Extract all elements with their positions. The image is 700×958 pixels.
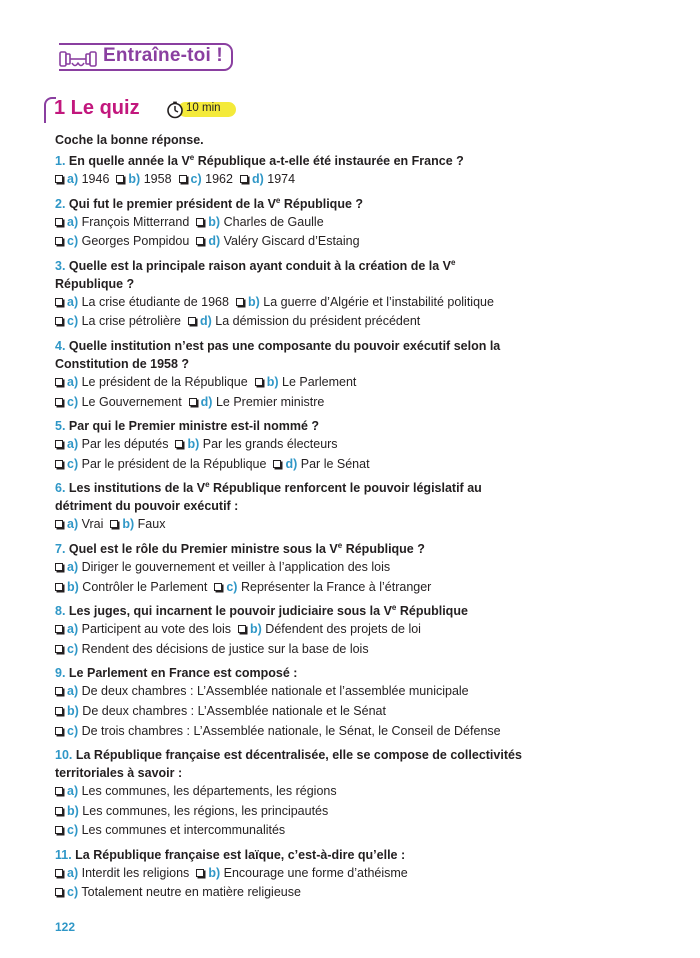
- answer-option-c[interactable]: [55, 234, 189, 248]
- answer-option-a[interactable]: [55, 560, 390, 574]
- option-text: Charles de Gaulle: [223, 214, 324, 229]
- checkbox[interactable]: [196, 869, 204, 877]
- answer-option-c[interactable]: [55, 395, 182, 409]
- option-row: [55, 821, 525, 841]
- checkbox[interactable]: [55, 440, 63, 448]
- checkbox[interactable]: [55, 807, 63, 815]
- option-text: 1958: [143, 172, 172, 186]
- option-letter: b): [266, 374, 279, 389]
- option-row: [55, 293, 525, 313]
- answer-option-c[interactable]: [55, 724, 501, 738]
- option-text: Encourage une forme d’athéisme: [223, 865, 408, 880]
- question-text: [55, 745, 525, 782]
- answer-option-d[interactable]: [273, 457, 369, 471]
- option-text: Par les députés: [81, 437, 169, 452]
- question-text: [55, 845, 525, 864]
- answer-option-b[interactable]: [196, 866, 407, 880]
- option-letter: d): [251, 172, 264, 186]
- answer-option-c[interactable]: [214, 580, 431, 594]
- checkbox[interactable]: [55, 645, 63, 653]
- option-letter: c): [67, 723, 79, 738]
- question-text-part: En quelle année la V: [68, 154, 190, 168]
- option-row: [55, 455, 525, 475]
- checkbox[interactable]: [55, 520, 63, 528]
- option-letter: b): [122, 517, 135, 532]
- option-letter: a): [67, 684, 79, 699]
- option-row: [55, 515, 525, 535]
- option-letter: d): [285, 456, 298, 471]
- option-text: 1974: [267, 172, 296, 186]
- question-text: [55, 416, 525, 435]
- checkbox[interactable]: [116, 175, 124, 183]
- question-number: 4.: [55, 338, 66, 353]
- question-text-part: Quelle est la principale raison ayant conduit à la création de la V: [68, 258, 451, 273]
- checkbox[interactable]: [55, 460, 63, 468]
- option-text: Défendent des projets de loi: [265, 622, 421, 637]
- answer-option-a[interactable]: [55, 684, 469, 698]
- checkbox[interactable]: [196, 218, 204, 226]
- option-row: [55, 682, 525, 702]
- question-text-part: République ?: [342, 541, 425, 556]
- option-letter: a): [67, 374, 79, 389]
- option-text: La crise étudiante de 1968: [81, 294, 229, 309]
- question-text: [55, 478, 525, 515]
- option-letter: c): [67, 394, 79, 409]
- question-text-part: Par qui le Premier ministre est-il nommé ?: [68, 419, 320, 434]
- option-row: [55, 312, 525, 332]
- answer-option-d[interactable]: [189, 395, 325, 409]
- answer-option-a[interactable]: [55, 866, 189, 880]
- option-row: [55, 578, 525, 598]
- answer-option-c[interactable]: [55, 457, 266, 471]
- question-2: [55, 194, 525, 252]
- answer-option-c[interactable]: [179, 172, 233, 186]
- checkbox[interactable]: [55, 378, 63, 386]
- superscript-e: e: [205, 480, 210, 490]
- option-row: [55, 782, 525, 802]
- checkbox[interactable]: [255, 378, 263, 386]
- checkbox[interactable]: [55, 317, 63, 325]
- option-text: De trois chambres : L’Assemblée nationale, le Sénat, le Conseil de Défense: [81, 723, 501, 738]
- clock-icon: [166, 101, 184, 119]
- answer-option-a[interactable]: [55, 295, 229, 309]
- answer-option-d[interactable]: [196, 234, 359, 248]
- question-9: [55, 663, 525, 741]
- checkbox[interactable]: [55, 298, 63, 306]
- checkbox[interactable]: [214, 583, 222, 591]
- answer-option-b[interactable]: [196, 215, 323, 229]
- option-text: Le Parlement: [282, 374, 357, 389]
- question-number: 10.: [55, 748, 73, 763]
- answer-option-a[interactable]: [55, 437, 168, 451]
- checkbox[interactable]: [240, 175, 248, 183]
- question-text: [55, 336, 525, 373]
- question-10: [55, 745, 525, 841]
- option-letter: a): [67, 622, 79, 637]
- question-number: 3.: [55, 258, 66, 273]
- option-text: Faux: [137, 517, 166, 532]
- question-number: 2.: [55, 196, 66, 211]
- checkbox[interactable]: [189, 398, 197, 406]
- checkbox[interactable]: [55, 218, 63, 226]
- question-text: [55, 151, 525, 170]
- question-text-part: Les juges, qui incarnent le pouvoir judiciaire sous la V: [68, 604, 392, 619]
- option-letter: b): [67, 579, 79, 594]
- option-row: [55, 802, 525, 822]
- question-number: 1.: [55, 154, 66, 168]
- answer-option-b[interactable]: [175, 437, 337, 451]
- question-text-part: Les institutions de la V: [68, 481, 206, 496]
- answer-option-a[interactable]: [55, 517, 103, 531]
- checkbox[interactable]: [55, 583, 63, 591]
- checkbox[interactable]: [273, 460, 281, 468]
- checkbox[interactable]: [188, 317, 196, 325]
- page-number: 122: [55, 920, 76, 934]
- option-text: Le Gouvernement: [81, 394, 182, 409]
- option-text: Contrôler le Parlement: [82, 579, 208, 594]
- question-list: [55, 151, 525, 903]
- option-letter: d): [200, 394, 213, 409]
- question-3: [55, 256, 525, 332]
- option-letter: a): [67, 294, 79, 309]
- option-row: [55, 393, 525, 413]
- question-5: [55, 416, 525, 474]
- question-11: [55, 845, 525, 903]
- option-text: Par les grands électeurs: [202, 437, 338, 452]
- question-number: 6.: [55, 481, 66, 496]
- question-text-part: La République française est laïque, c’est-à-dire qu’elle :: [75, 847, 406, 862]
- option-row: [55, 864, 525, 884]
- checkbox[interactable]: [55, 869, 63, 877]
- superscript-e: e: [391, 602, 397, 612]
- option-letter: b): [67, 703, 79, 718]
- option-row: [55, 213, 525, 233]
- option-letter: a): [67, 865, 79, 880]
- question-6: [55, 478, 525, 535]
- option-row: [55, 558, 525, 578]
- question-7: [55, 539, 525, 597]
- option-row: [55, 170, 525, 190]
- option-letter: a): [67, 559, 79, 574]
- checkbox[interactable]: [196, 237, 204, 245]
- option-letter: c): [67, 641, 79, 656]
- option-row: [55, 702, 525, 722]
- option-row: [55, 435, 525, 455]
- question-text: [55, 194, 525, 213]
- option-text: Les communes, les régions, les principautés: [82, 803, 329, 818]
- option-letter: a): [67, 437, 79, 452]
- option-letter: c): [67, 823, 79, 838]
- option-letter: b): [208, 214, 221, 229]
- answer-option-a[interactable]: [55, 622, 231, 636]
- answer-option-b[interactable]: [55, 704, 386, 718]
- option-text: François Mitterrand: [81, 214, 190, 229]
- answer-option-a[interactable]: [55, 215, 189, 229]
- option-text: De deux chambres : L’Assemblée nationale et l’assemblée municipale: [81, 684, 469, 699]
- option-letter: a): [67, 172, 79, 186]
- option-text: 1946: [81, 172, 110, 186]
- option-text: Valéry Giscard d’Estaing: [223, 234, 360, 249]
- option-row: [55, 883, 525, 903]
- answer-option-b[interactable]: [116, 172, 171, 186]
- checkbox[interactable]: [55, 175, 63, 183]
- checkbox[interactable]: [55, 563, 63, 571]
- question-1: [55, 151, 525, 190]
- option-text: Représenter la France à l’étranger: [240, 579, 432, 594]
- checkbox[interactable]: [55, 787, 63, 795]
- dumbbell-icon: [57, 46, 99, 72]
- answer-option-b[interactable]: [236, 295, 494, 309]
- question-8: [55, 601, 525, 659]
- checkbox[interactable]: [55, 237, 63, 245]
- instruction: Coche la bonne réponse.: [55, 133, 204, 147]
- checkbox[interactable]: [55, 687, 63, 695]
- question-text: [55, 663, 525, 682]
- option-text: Vrai: [81, 517, 104, 532]
- question-text-part: Quelle institution n’est pas une composante du pouvoir exécutif selon la Constitution de 1958 ?: [55, 338, 501, 371]
- superscript-e: e: [189, 152, 195, 162]
- checkbox[interactable]: [55, 888, 63, 896]
- answer-option-b[interactable]: [255, 375, 357, 389]
- option-letter: b): [250, 622, 262, 637]
- checkbox[interactable]: [55, 625, 63, 633]
- checkbox[interactable]: [55, 707, 63, 715]
- question-text: [55, 601, 525, 620]
- answer-option-c[interactable]: [55, 314, 181, 328]
- answer-option-c[interactable]: [55, 885, 301, 899]
- option-text: La guerre d’Algérie et l’instabilité politique: [263, 294, 494, 309]
- question-number: 8.: [55, 604, 66, 619]
- option-letter: c): [67, 314, 79, 329]
- option-letter: c): [67, 234, 79, 249]
- option-letter: d): [208, 234, 221, 249]
- superscript-e: e: [337, 540, 343, 550]
- answer-option-b[interactable]: [55, 804, 328, 818]
- question-number: 5.: [55, 419, 66, 434]
- checkbox[interactable]: [110, 520, 118, 528]
- option-letter: b): [247, 294, 260, 309]
- checkbox[interactable]: [175, 440, 183, 448]
- answer-option-a[interactable]: [55, 172, 109, 186]
- option-text: Le président de la République: [81, 374, 248, 389]
- option-text: Par le président de la République: [81, 456, 267, 471]
- question-text-part: Quel est le rôle du Premier ministre sous la V: [68, 541, 338, 556]
- checkbox[interactable]: [238, 625, 246, 633]
- option-text: Participent au vote des lois: [81, 622, 231, 637]
- answer-option-a[interactable]: [55, 784, 337, 798]
- question-text-part: République: [396, 604, 468, 619]
- option-text: Georges Pompidou: [81, 234, 190, 249]
- question-4: [55, 336, 525, 412]
- answer-option-b[interactable]: [110, 517, 165, 531]
- option-text: Par le Sénat: [300, 456, 370, 471]
- question-text-part: République ?: [280, 196, 364, 211]
- option-letter: b): [208, 865, 221, 880]
- option-letter: a): [67, 214, 79, 229]
- option-text: La démission du président précédent: [215, 314, 421, 329]
- option-text: Les communes et intercommunalités: [81, 823, 286, 838]
- answer-option-c[interactable]: [55, 823, 285, 837]
- checkbox[interactable]: [55, 826, 63, 834]
- option-row: [55, 722, 525, 742]
- superscript-e: e: [275, 195, 281, 205]
- option-row: [55, 232, 525, 252]
- answer-option-d[interactable]: [188, 314, 420, 328]
- question-text-part: Qui fut le premier président de la V: [68, 196, 276, 211]
- option-letter: a): [67, 517, 79, 532]
- option-text: Les communes, les départements, les régions: [81, 784, 337, 799]
- question-text-part: La République française est décentralisée, elle se compose de collectivités territoriales à savoir :: [55, 748, 522, 781]
- option-letter: d): [199, 314, 212, 329]
- answer-option-b[interactable]: [55, 580, 207, 594]
- checkbox[interactable]: [55, 727, 63, 735]
- answer-option-b[interactable]: [238, 622, 421, 636]
- answer-option-c[interactable]: [55, 642, 369, 656]
- superscript-e: e: [451, 257, 456, 267]
- quiz-content: [55, 131, 525, 907]
- question-text: [55, 539, 525, 558]
- option-letter: a): [67, 784, 79, 799]
- option-row: [55, 640, 525, 660]
- question-number: 7.: [55, 541, 66, 556]
- answer-option-d[interactable]: [240, 172, 295, 186]
- option-text: Le Premier ministre: [215, 394, 325, 409]
- option-text: Interdit les religions: [81, 865, 190, 880]
- checkbox[interactable]: [236, 298, 244, 306]
- option-letter: c): [226, 579, 238, 594]
- option-letter: c): [67, 885, 79, 900]
- question-text-part: République ?: [55, 276, 135, 291]
- option-text: Rendent des décisions de justice sur la base de lois: [81, 641, 369, 656]
- timer-label: 10 min: [186, 102, 221, 114]
- option-row: [55, 373, 525, 393]
- question-text-part: Le Parlement en France est composé :: [68, 666, 298, 681]
- option-text: De deux chambres : L’Assemblée nationale et le Sénat: [82, 703, 386, 718]
- answer-option-a[interactable]: [55, 375, 248, 389]
- option-text: 1962: [205, 172, 233, 186]
- option-letter: c): [190, 172, 202, 186]
- question-number: 9.: [55, 666, 66, 681]
- question-text: [55, 256, 525, 293]
- option-letter: b): [67, 803, 79, 818]
- section-title: 1 Le quiz: [54, 97, 140, 119]
- option-text: Totalement neutre en matière religieuse: [81, 885, 301, 900]
- question-text-part: République renforcent le pouvoir législatif au détriment du pouvoir exécutif :: [55, 481, 482, 514]
- option-letter: b): [187, 437, 200, 452]
- option-row: [55, 620, 525, 640]
- option-letter: c): [67, 456, 79, 471]
- option-letter: b): [128, 172, 141, 186]
- banner-title: Entraîne-toi !: [103, 45, 223, 66]
- checkbox[interactable]: [55, 398, 63, 406]
- option-text: La crise pétrolière: [81, 314, 181, 329]
- option-text: Diriger le gouvernement et veiller à l’application des lois: [81, 559, 391, 574]
- question-text-part: République a-t-elle été instaurée en France ?: [194, 154, 464, 168]
- checkbox[interactable]: [179, 175, 187, 183]
- question-number: 11.: [55, 847, 72, 862]
